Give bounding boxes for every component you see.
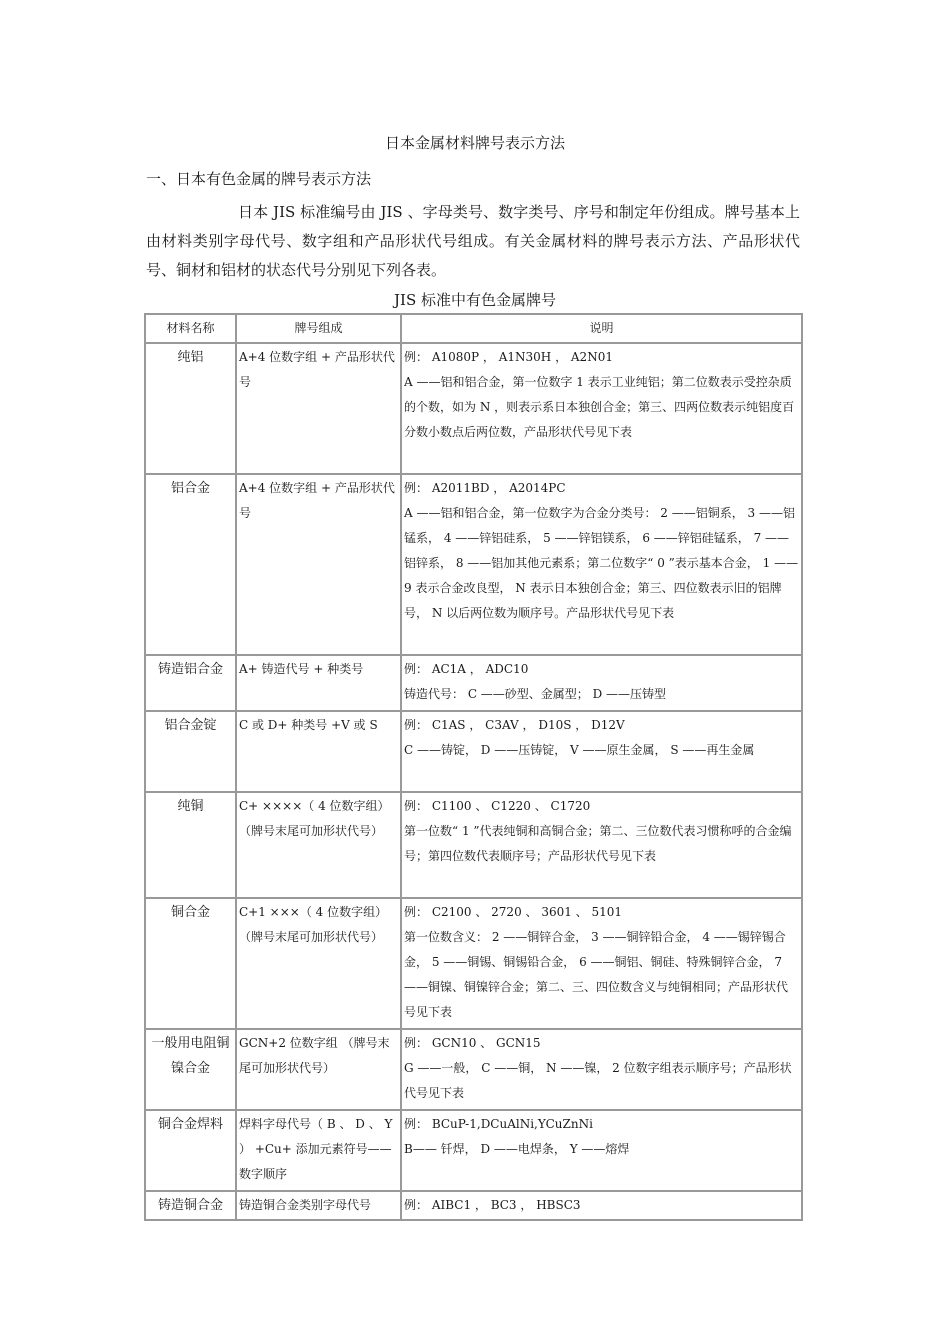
description-cell	[401, 792, 802, 898]
description-text: A ——铝和铝合金，第一位数字 1 表示工业纯铝；第二位数表示受控杂质的个数，如为 N ，则表示系日本独创合金；第三、四两位数表示纯铝度百分数小数点后两位数，产品形状代号见下表	[404, 375, 795, 439]
material-name: 铝合金锭	[145, 711, 236, 792]
grade-composition: C+ ××××（ 4 位数字组） （牌号末尾可加形状代号）	[236, 792, 401, 898]
grade-composition: C 或 D+ 种类号 +V 或 S	[236, 711, 401, 792]
description-text: B—— 钎焊， D ——电焊条， Y ——熔焊	[404, 1142, 630, 1156]
grade-composition: C+1 ×××（ 4 位数字组） （牌号末尾可加形状代号）	[236, 898, 401, 1029]
grade-composition: A+4 位数字组 + 产品形状代号	[236, 343, 401, 474]
material-name: 铸造铝合金	[145, 655, 236, 711]
description-cell	[401, 1029, 802, 1110]
grade-composition: GCN+2 位数字组 （牌号末尾可加形状代号）	[236, 1029, 401, 1110]
example-text: 例： GCN10 、 GCN15	[404, 1036, 541, 1050]
description-text: G ——一般， C ——铜， N ——镍， 2 位数字组表示顺序号；产品形状代号见下表	[404, 1061, 792, 1100]
table-row	[145, 343, 802, 474]
description-cell	[401, 343, 802, 474]
document-title: 日本金属材料牌号表示方法	[384, 134, 565, 152]
description-text: 第一位数“ 1 ”代表纯铜和高铜合金；第二、三位数代表习惯称呼的合金编号；第四位数代表顺序号；产品形状代号见下表	[404, 824, 792, 863]
table-row	[145, 792, 802, 898]
description-text: 铸造代号： C ——砂型、金属型； D ——压铸型	[404, 687, 667, 701]
description-cell	[401, 655, 802, 711]
table-row	[145, 1110, 802, 1191]
table-row	[145, 1029, 802, 1110]
metal-grade-table	[144, 313, 803, 1221]
description-text: 第一位数含义： 2 ——铜锌合金， 3 ——铜锌铅合金， 4 ——锡锌锡合金， 5 ——铜锡、铜锡铅合金， 6 ——铜铝、铜硅、特殊铜锌合金， 7 ——铜镍、铜镍锌合金；第二、三、四位数含义与纯铜相同；产品形状代号见下表	[404, 930, 789, 1019]
description-cell	[401, 474, 802, 655]
table-row	[145, 1191, 802, 1220]
table-header-row	[145, 314, 802, 343]
grade-composition: 铸造铜合金类别字母代号	[236, 1191, 401, 1220]
table-row	[145, 711, 802, 792]
example-text: 例： AIBC1 ， BC3 ， HBSC3	[404, 1198, 581, 1212]
header-grade-composition: 牌号组成	[236, 314, 401, 343]
material-name: 纯铜	[145, 792, 236, 898]
example-text: 例： A1080P ， A1N30H ， A2N01	[404, 350, 613, 364]
description-cell	[401, 711, 802, 792]
intro-paragraph: 日本 JIS 标准编号由 JIS 、字母类号、数字类号、序号和制定年份组成。牌号基本上由材料类别字母代号、数字组和产品形状代号组成。有关金属材料的牌号表示方法、产品形状代号、铜材和铝材的状态代号分别见下列各表。	[146, 203, 800, 279]
grade-composition: A+4 位数字组 + 产品形状代号	[236, 474, 401, 655]
description-cell	[401, 1191, 802, 1220]
section-heading: 一、日本有色金属的牌号表示方法	[146, 170, 372, 188]
table-caption: JIS 标准中有色金属牌号	[394, 291, 556, 309]
table-row	[145, 474, 802, 655]
header-description: 说明	[401, 314, 802, 343]
description-cell	[401, 898, 802, 1029]
material-name: 铝合金	[145, 474, 236, 655]
example-text: 例： A2011BD ， A2014PC	[404, 481, 566, 495]
material-name: 铜合金焊料	[145, 1110, 236, 1191]
example-text: 例： C1100 、 C1220 、 C1720	[404, 799, 591, 813]
description-text: C ——铸锭， D ——压铸锭， V ——原生金属， S ——再生金属	[404, 743, 755, 757]
grade-composition: A+ 铸造代号 + 种类号	[236, 655, 401, 711]
table-row	[145, 898, 802, 1029]
material-name: 铸造铜合金	[145, 1191, 236, 1220]
header-material-name: 材料名称	[145, 314, 236, 343]
example-text: 例： C1AS ， C3AV ， D10S ， D12V	[404, 718, 625, 732]
material-name: 纯铝	[145, 343, 236, 474]
table-row	[145, 655, 802, 711]
grade-composition: 焊料字母代号（ B 、 D 、 Y ） +Cu+ 添加元素符号——数字顺序	[236, 1110, 401, 1191]
description-text: A ——铝和铝合金，第一位数字为合金分类号： 2 ——铝铜系， 3 ——铝锰系， 4 ——锌铝硅系， 5 ——锌铝镁系， 6 ——锌铝硅锰系， 7 ——铝锌系， 8 ——铝加其他元素系；第二位数字“ 0 ”表示基本合金， 1 —— 9 表示合金改良型， N 表示日本独创合金；第三、四位数表示旧的铝牌号， N 以后两位数为顺序号。产品形状代号见下表	[404, 506, 799, 620]
example-text: 例： C2100 、 2720 、 3601 、 5101	[404, 905, 623, 919]
material-name: 铜合金	[145, 898, 236, 1029]
material-name: 一般用电阻铜镍合金	[145, 1029, 236, 1110]
example-text: 例： AC1A ， ADC10	[404, 662, 529, 676]
example-text: 例： BCuP-1,DCuAlNi,YCuZnNi	[404, 1117, 593, 1131]
description-cell	[401, 1110, 802, 1191]
